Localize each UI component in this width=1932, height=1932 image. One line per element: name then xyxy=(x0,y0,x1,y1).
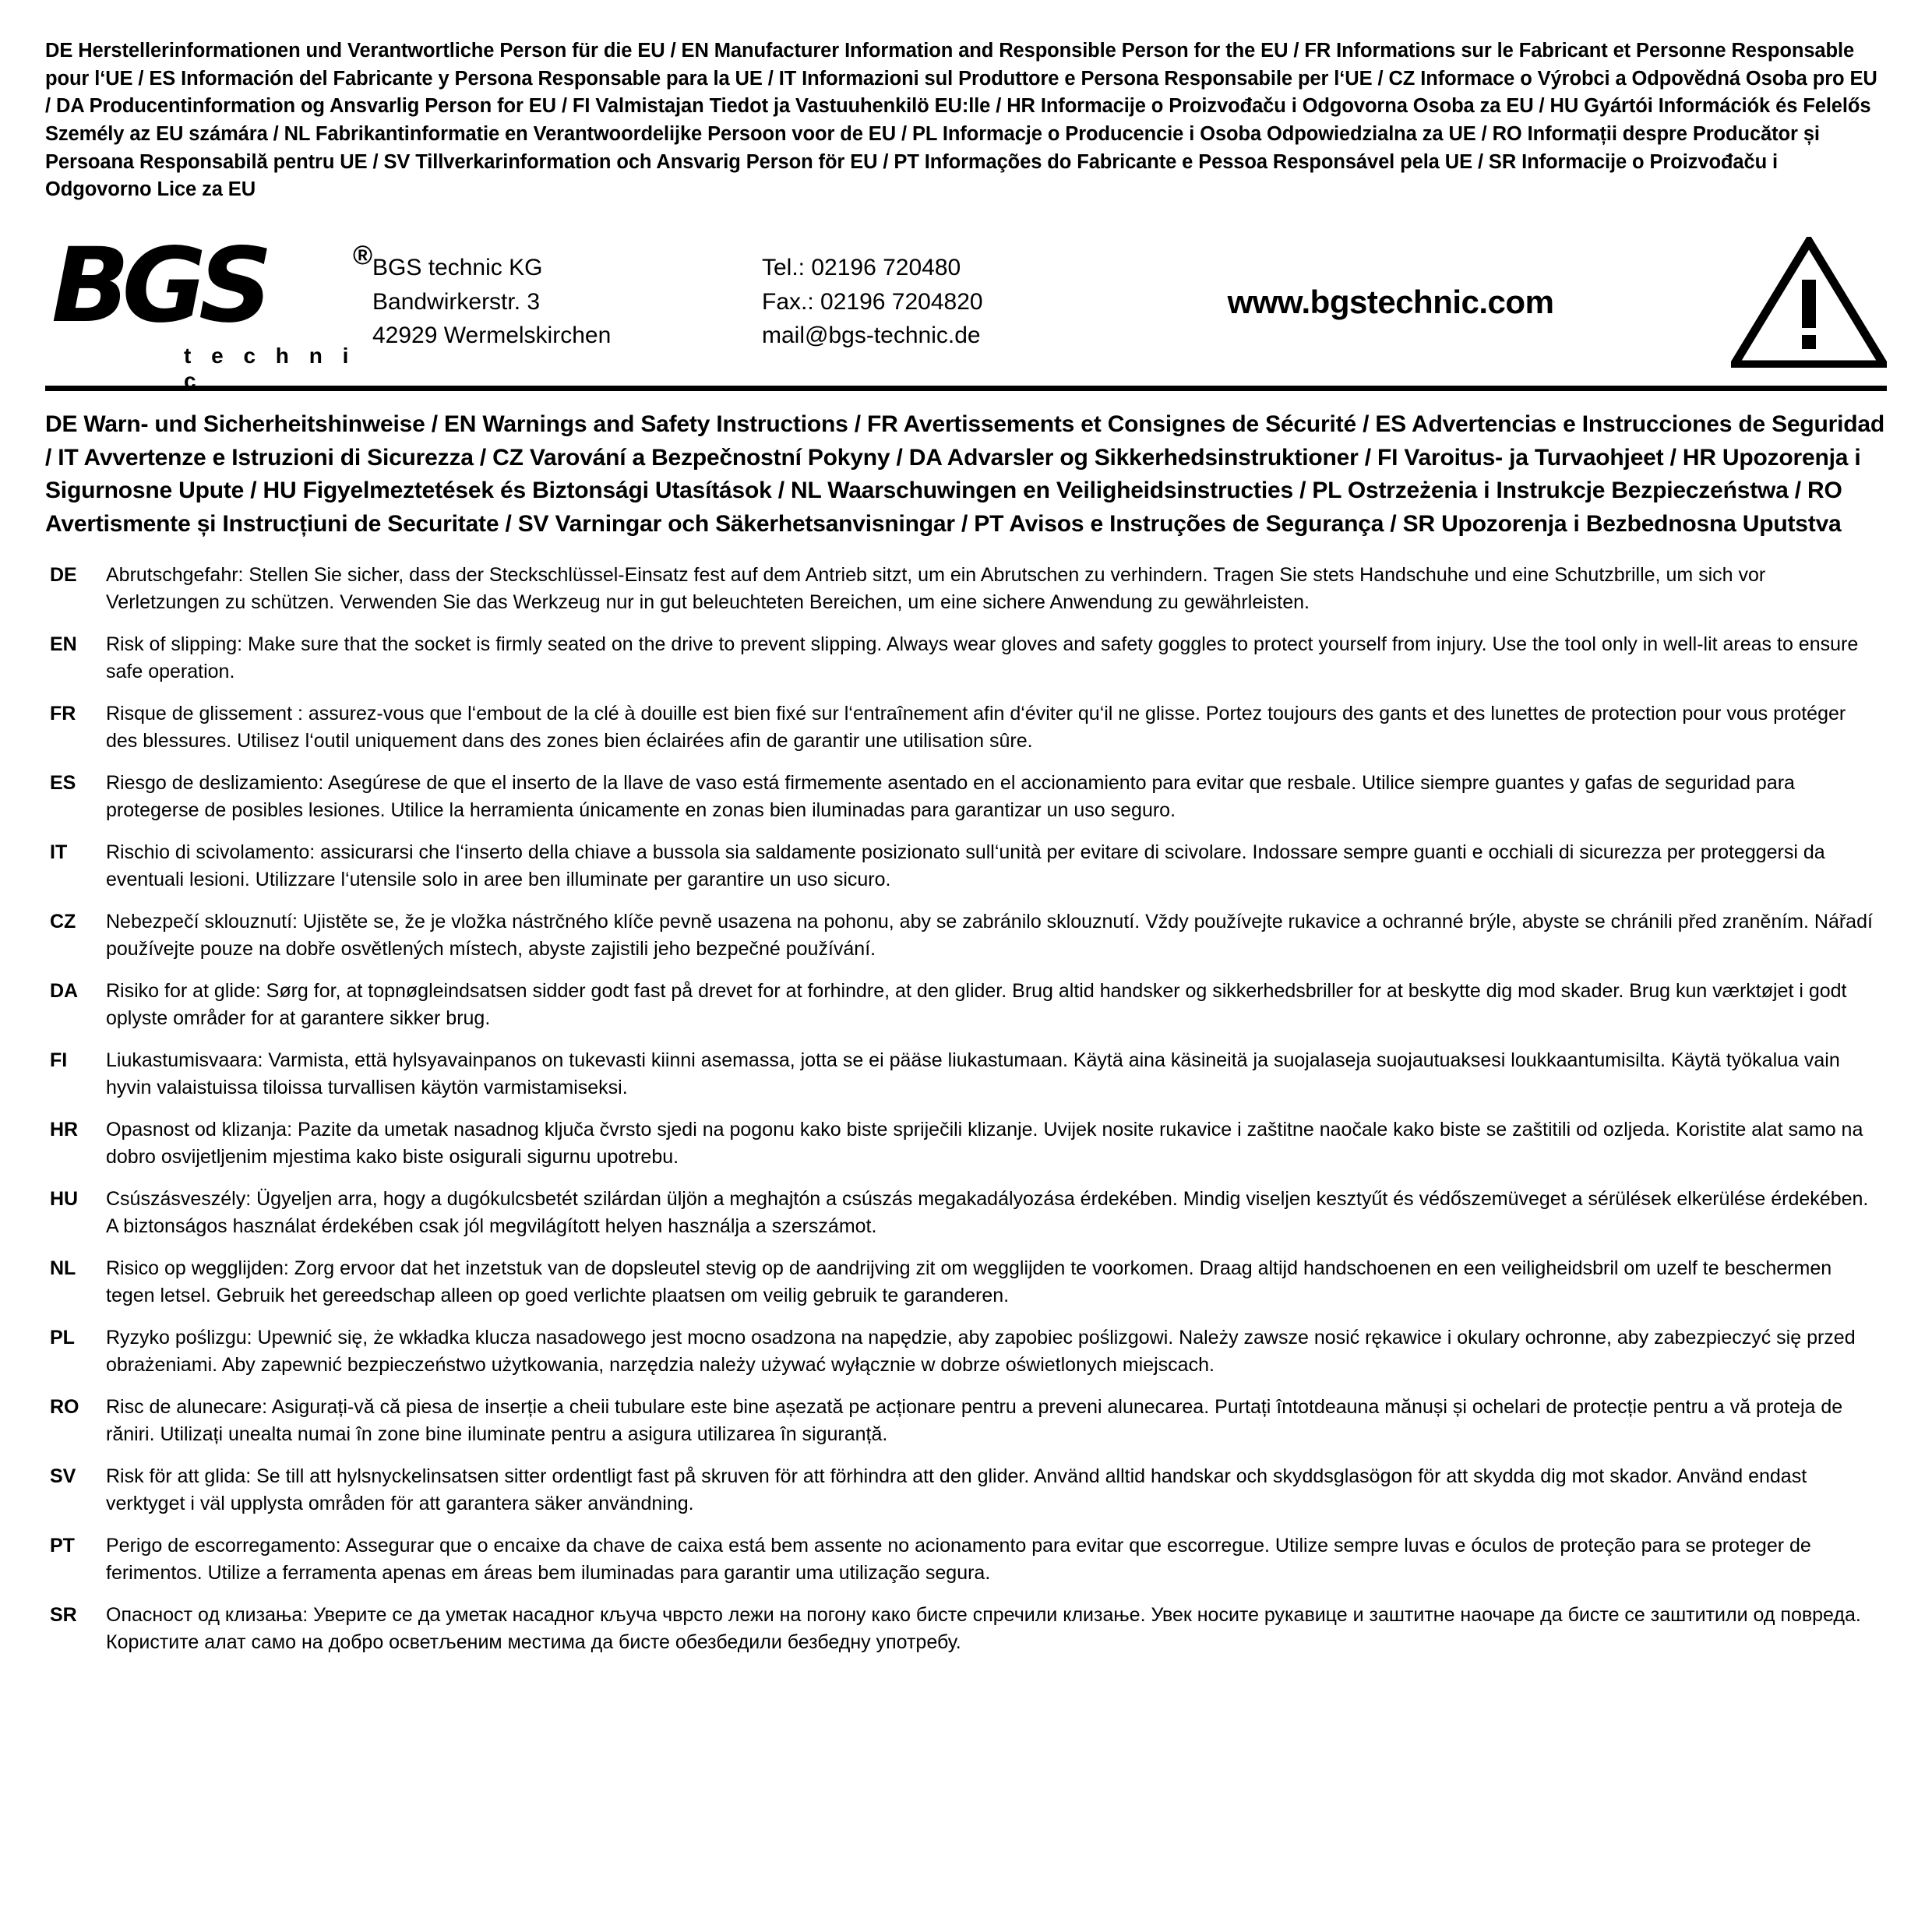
company-contact xyxy=(762,251,1097,353)
warning-text: Ryzyko poślizgu: Upewnić się, że wkładka klucza nasadowego jest mocno osadzona na napędzie, aby zapobiec poślizgowi. Należy zawsze nosić rękawice i okulary ochronne, aby zabezpieczyć się przed obrażeniami. Aby zapewnić bezpieczeństwo użytkowania, narzędzia należy używać wyłącznie w dobrze oświetlonych miejscach. xyxy=(106,1326,1856,1376)
company-fax: Fax.: 02196 7204820 xyxy=(762,288,983,315)
language-code: NL xyxy=(50,1257,76,1279)
list-item xyxy=(45,770,1887,824)
language-code: RO xyxy=(50,1395,79,1418)
warning-text: Abrutschgefahr: Stellen Sie sicher, dass der Steckschlüssel-Einsatz fest auf dem Antrieb sitzt, um ein Abrutschen zu verhindern. Tragen Sie stets Handschuhe und eine Schutzbrille, um sich vor Verletzungen zu schützen. Verwenden Sie das Werkzeug nur in gut beleuchteten Bereichen, um eine sichere Anwendung zu gewährleisten. xyxy=(106,563,1766,613)
company-address xyxy=(357,251,762,353)
list-item xyxy=(45,1186,1887,1240)
company-city: 42929 Wermelskirchen xyxy=(372,323,612,349)
list-item xyxy=(45,908,1887,963)
warning-text: Csúszásveszély: Ügyeljen arra, hogy a dugókulcsbetét szilárdan üljön a meghajtón a csúszás megakadályozása érdekében. Mindig viseljen kesztyűt és védőszemüveget a sérülések elkerülése érdekében. A biztonságos használat érdekében csak jól megvilágított helyen használja a szerszámot. xyxy=(106,1187,1869,1237)
list-item xyxy=(45,978,1887,1032)
company-website: www.bgstechnic.com xyxy=(1227,283,1554,320)
warning-text: Risiko for at glide: Sørg for, at topnøgleindsatsen sidder godt fast på drevet for at forhindre, at den glider. Brug altid handsker og sikkerhedsbriller for at beskytte dig mod skader. Brug kun værktøjet i godt oplyste områder for at garantere sikker brug. xyxy=(106,979,1847,1029)
company-street: Bandwirkerstr. 3 xyxy=(372,288,541,315)
language-code: CZ xyxy=(50,910,76,933)
logo-wordmark: BGS xyxy=(51,225,266,346)
list-item xyxy=(45,1047,1887,1102)
bgs-logo xyxy=(45,225,373,393)
language-code: ES xyxy=(50,771,76,794)
language-code: FI xyxy=(50,1049,68,1071)
language-code: DA xyxy=(50,979,79,1002)
warning-text: Risk of slipping: Make sure that the socket is firmly seated on the drive to prevent slipping. Always wear gloves and safety goggles to protect yourself from injury. Use the tool only in well-lit areas to ensure safe operation. xyxy=(106,633,1859,682)
list-item xyxy=(45,1324,1887,1379)
warning-text: Nebezpečí sklouznutí: Ujistěte se, že je vložka nástrčného klíče pevně usazena na pohonu, aby se zabránilo sklouznutí. Vždy používejte rukavice a ochranné brýle, abyste se chránili před zraněním. Nářadí používejte pouze na dobře osvětlených místech, abyste zajistili jeho bezpečné používání. xyxy=(106,910,1873,960)
language-code: HU xyxy=(50,1187,79,1210)
company-name: BGS technic KG xyxy=(372,255,543,281)
logo-subtitle: t e c h n i c xyxy=(184,343,356,393)
list-item xyxy=(45,562,1887,616)
warning-text: Opasnost od klizanja: Pazite da umetak nasadnog ključa čvrsto sjedi na pogonu kako biste spriječili klizanje. Uvijek nosite rukavice i zaštitne naočale kako biste se zaštitili od ozljeda. Koristite alat samo na dobro osvijetljenim mjestima kako biste osigurali sigurnu upotrebu. xyxy=(106,1118,1863,1168)
company-mail: mail@bgs-technic.de xyxy=(762,323,981,349)
manufacturer-info-heading: DE Herstellerinformationen und Verantwortliche Person für die EU / EN Manufacturer Information and Responsible Person for the EU / FR Informations sur le Fabricant et Personne Responsable pour l‘UE / ES Información del Fabricante y Persona Responsable para la UE / IT Informazioni sul Produttore e Persona Responsabile per l‘UE / CZ Informace o Výrobci a Odpovědná Osoba pro EU / DA Producentinformation og Ansvarlig Person for EU / FI Valmistajan Tiedot ja Vastuuhenkilö EU:lle / HR Informacije o Proizvođaču i Odgovorna Osoba za EU / HU Gyártói Információk és Felelős Személy az EU számára / NL Fabrikantinformatie en Verantwoordelijke Persoon voor de EU / PL Informacje o Producencie i Osoba Odpowiedzialna za UE / RO Informații despre Producător și Persoana Responsabilă pentru UE / SV Tillverkarinformation och Ansvarig Person för EU / PT Informações do Fabricante e Pessoa Responsável pela UE / SR Informacije o Proizvođaču i Odgovorno Lice za EU xyxy=(45,40,1877,201)
registered-trademark-icon: ® xyxy=(353,240,373,270)
list-item xyxy=(45,1602,1887,1656)
language-code: PL xyxy=(50,1326,75,1349)
list-item xyxy=(45,700,1887,755)
list-item xyxy=(45,1463,1887,1518)
warning-text: Riesgo de deslizamiento: Asegúrese de que el inserto de la llave de vaso está firmemente asentado en el accionamiento para evitar que resbale. Utilice siempre guantes y gafas de seguridad para protegerse de posibles lesiones. Utilice la herramienta únicamente en zonas bien iluminadas para garantizar un uso seguro. xyxy=(106,771,1795,821)
warning-text: Rischio di scivolamento: assicurarsi che l‘inserto della chiave a bussola sia saldamente posizionato sull‘unità per evitare di scivolare. Indossare sempre guanti e occhiali di sicurezza per proteggersi da eventuali lesioni. Utilizzare l‘utensile solo in aree ben illuminate per garantire un uso sicuro. xyxy=(106,841,1825,890)
warning-text: Risque de glissement : assurez-vous que l‘embout de la clé à douille est bien fixé sur l‘entraînement afin d‘éviter qu‘il ne glisse. Portez toujours des gants et des lunettes de protection pour vous protéger des blessures. Utilisez l‘outil uniquement dans des zones bien éclairées afin de garantir une utilisation sûre. xyxy=(106,702,1846,752)
language-code: EN xyxy=(50,633,77,655)
language-code: HR xyxy=(50,1118,79,1141)
language-code: FR xyxy=(50,702,76,724)
language-code: SR xyxy=(50,1603,77,1626)
list-item xyxy=(45,1394,1887,1448)
list-item xyxy=(45,631,1887,686)
language-code: DE xyxy=(50,563,77,586)
language-code: SV xyxy=(50,1465,76,1487)
warnings-list xyxy=(45,562,1887,1656)
warning-text: Risk för att glida: Se till att hylsnyckelinsatsen sitter ordentligt fast på skruven för att förhindra att den glider. Använd alltid handskar och skyddsglasögon för att skydda dig mot skador. Använd endast verktyget i väl upplysta områden för att garantera säker användning. xyxy=(106,1465,1807,1514)
warning-triangle-icon xyxy=(1731,237,1887,368)
warning-text: Perigo de escorregamento: Assegurar que o encaixe da chave de caixa está bem assente no acionamento para evitar que escorregue. Utilize sempre luvas e óculos de proteção para se proteger de ferimentos. Utilize a ferramenta apenas em áreas bem iluminadas para garantir uma utilização segura. xyxy=(106,1534,1811,1584)
warning-text: Liukastumisvaara: Varmista, että hylsyavainpanos on tukevasti kiinni asemassa, jotta se ei pääse liukastumaan. Käytä aina käsineitä ja suojalaseja suojautuaksesi loukkaantumisilta. Käytä työkalua vain hyvin valaistuissa tiloissa turvallisen käytön varmistamiseksi. xyxy=(106,1049,1840,1098)
list-item xyxy=(45,1255,1887,1310)
company-tel: Tel.: 02196 720480 xyxy=(762,255,961,281)
warning-text: Risico op wegglijden: Zorg ervoor dat het inzetstuk van de dopsleutel stevig op de aandrijving zit om wegglijden te voorkomen. Draag altijd handschoenen en een veiligheidsbril om uzelf te beschermen tegen letsel. Gebruik het gereedschap alleen op goed verlichte plaatsen om veilig gebruik te garanderen. xyxy=(106,1257,1832,1306)
warning-text: Risc de alunecare: Asigurați-vă că piesa de inserție a cheii tubulare este bine așezată pe acționare pentru a preveni alunecarea. Purtați întotdeauna mănuși și ochelari de protecție pentru a vă proteja de răniri. Utilizați unealta numai în zone bine iluminate pentru a asigura utilizarea în siguranță. xyxy=(106,1395,1843,1445)
language-code: PT xyxy=(50,1534,75,1557)
list-item xyxy=(45,839,1887,894)
warnings-heading: DE Warn- und Sicherheitshinweise / EN Warnings and Safety Instructions / FR Avertissements et Consignes de Sécurité / ES Advertencias e Instrucciones de Seguridad / IT Avvertenze e Istruzioni di Sicurezza / CZ Varování a Bezpečnostní Pokyny / DA Advarsler og Sikkerhedsinstruktioner / FI Varoitus- ja Turvaohjeet / HR Upozorenja i Sigurnosne Upute / HU Figyelmeztetések és Biztonsági Utasítások / NL Waarschuwingen en Veiligheidsinstructies / PL Ostrzeżenia i Instrukcje Bezpieczeństwa / RO Avertismente și Instrucțiuni de Securitate / SV Varningar och Säkerhetsanvisningar / PT Avisos e Instruções de Segurança / SR Upozorenja i Bezbednosna Uputstva xyxy=(45,411,1884,537)
list-item xyxy=(45,1116,1887,1171)
language-code: IT xyxy=(50,841,68,863)
list-item xyxy=(45,1532,1887,1587)
company-band xyxy=(45,218,1887,391)
warning-text: Опасност од клизања: Уверите се да уметак насадног кључа чврсто лежи на погону како бисте спречили клизање. Увек носите рукавице и заштитне наочаре да бисте се заштитили од повреда. Користите алат само на добро осветљеним местима да бисте обезбедили безбедну употребу. xyxy=(106,1603,1861,1653)
